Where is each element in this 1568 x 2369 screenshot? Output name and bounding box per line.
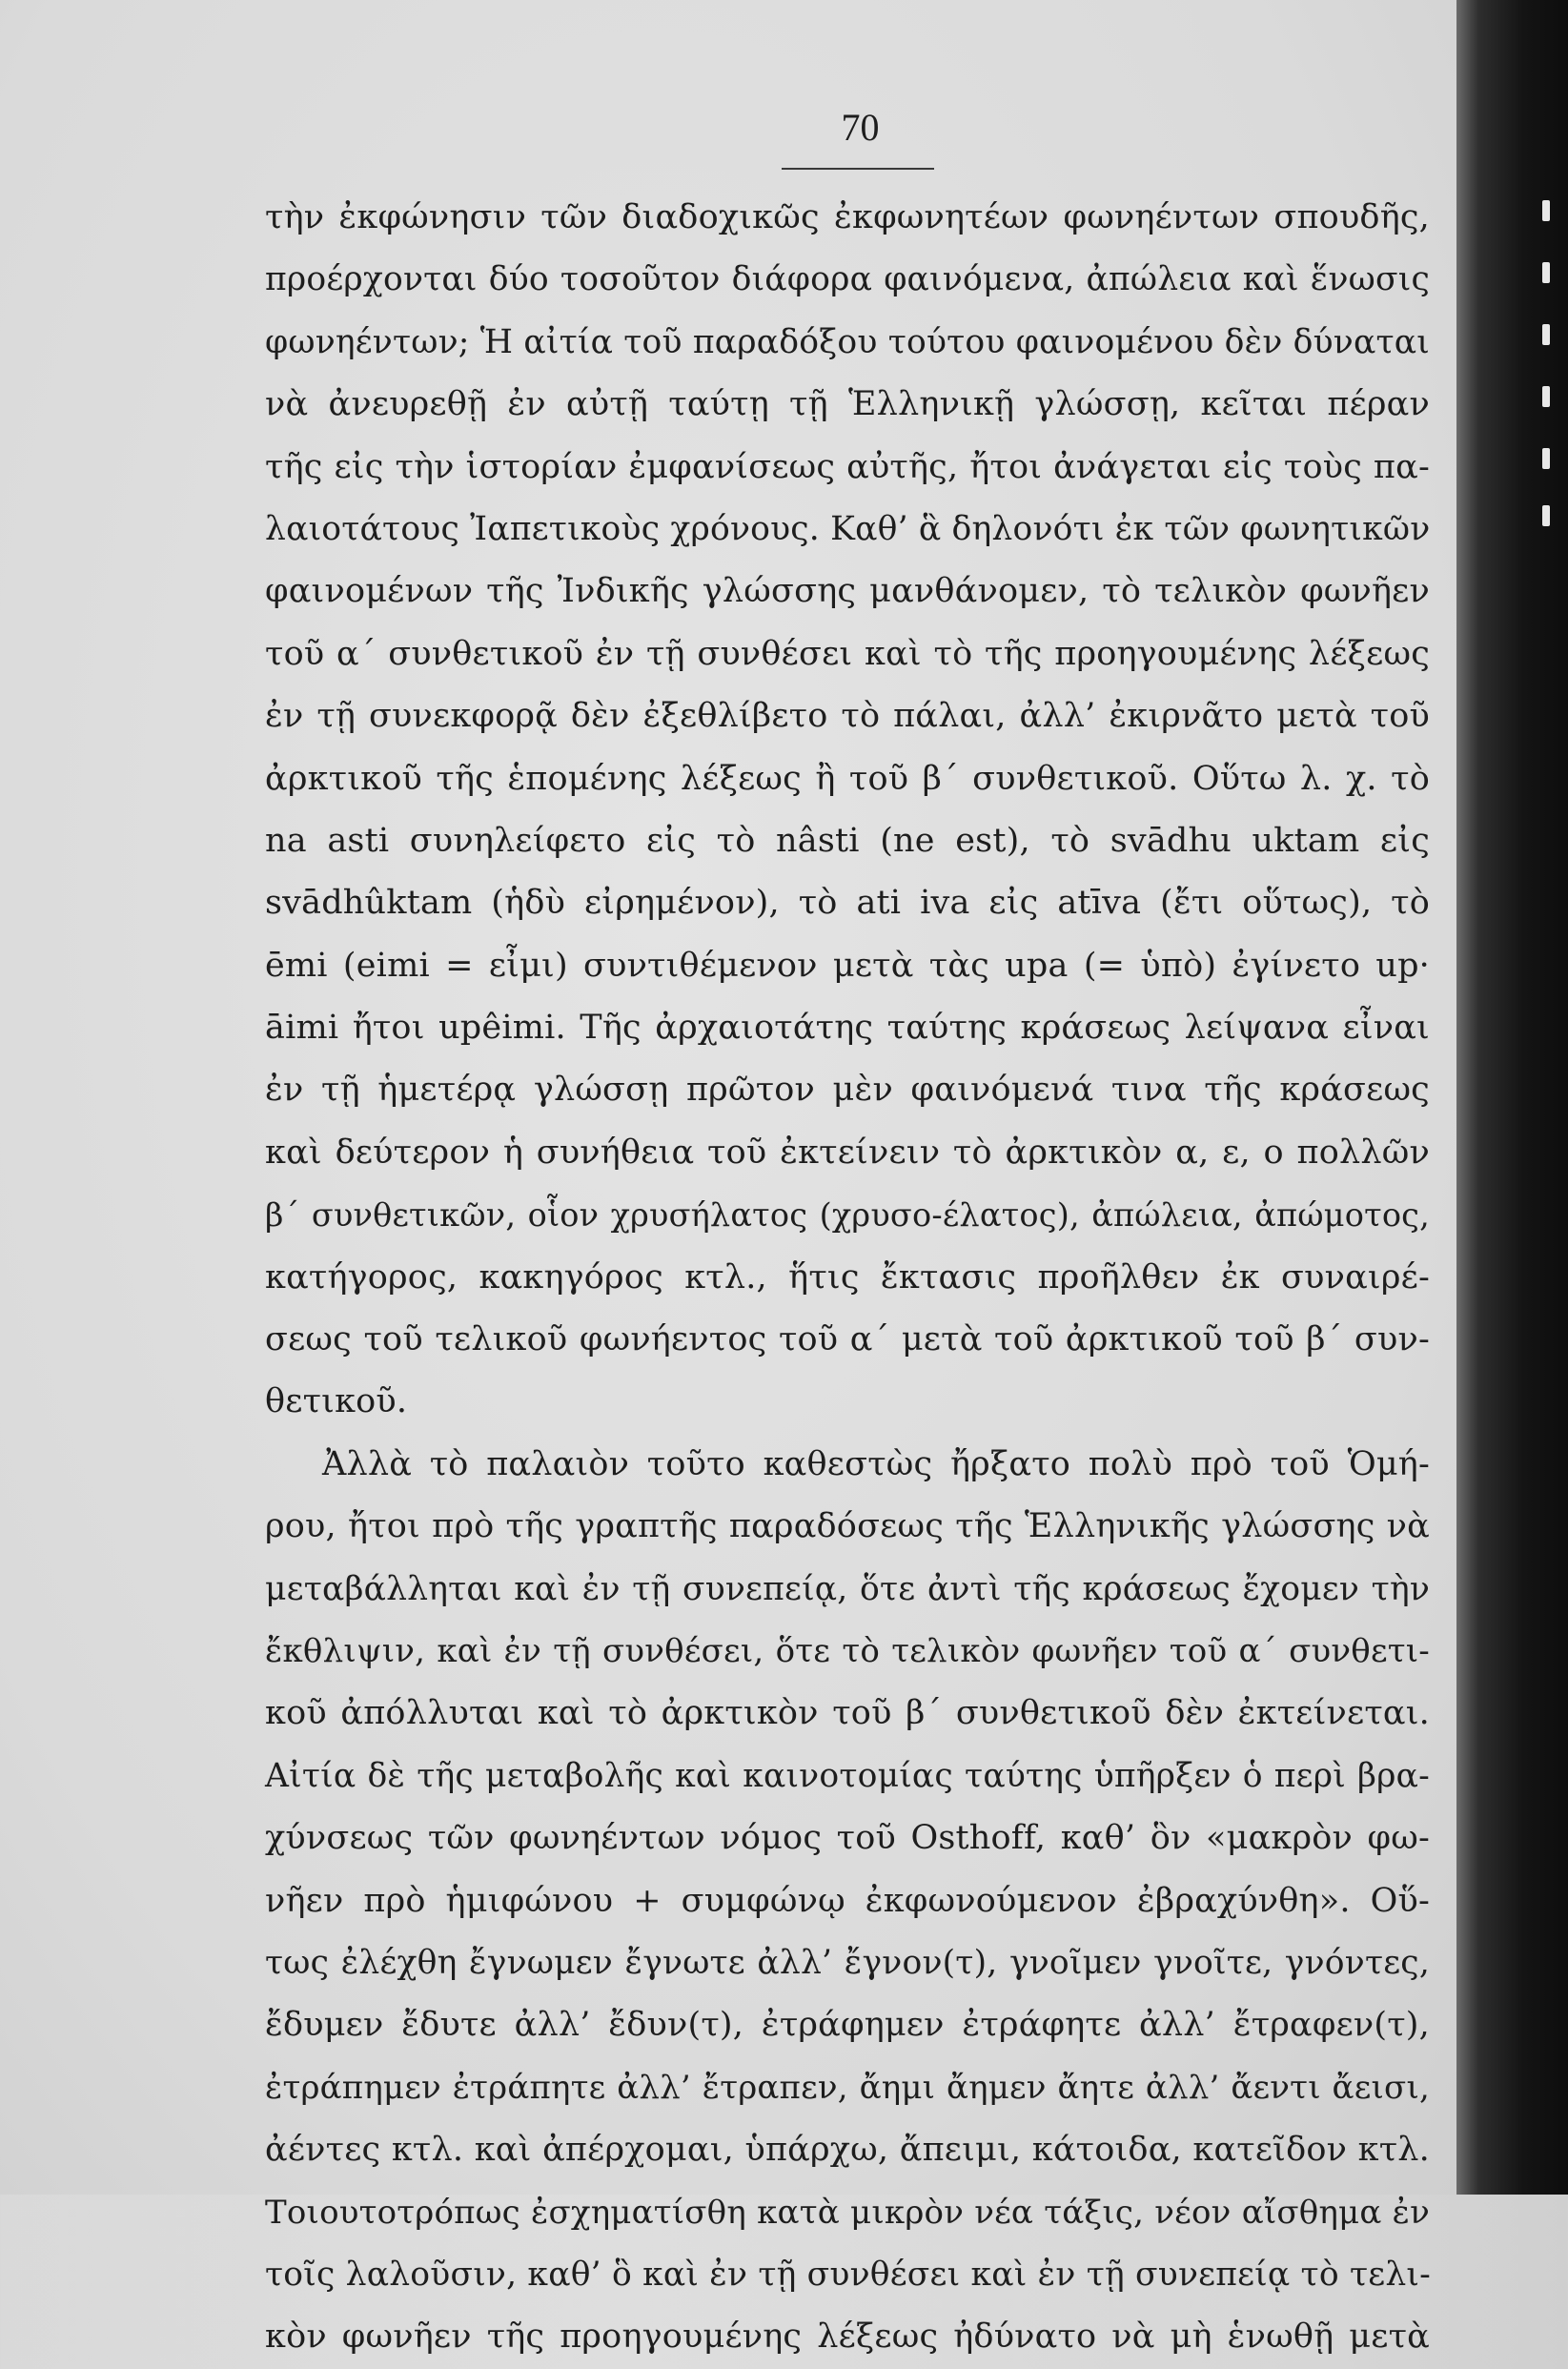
text-line: β΄ συνθετικῶν, οἷον χρυσήλατος (χρυσο-έλατος), ἀπώλεια, ἀπώμοτος, [265, 1196, 1430, 1235]
text-line: āimi ἤτοι upêimi. Τῆς ἀρχαιοτάτης ταύτης κράσεως λείψανα εἶναι [265, 1009, 1430, 1048]
text-line: svādhûktam (ἡδὺ εἰρημένον), τὸ ati iva εἰς atīva (ἔτι οὕτως), τὸ [265, 884, 1430, 923]
text-line: σεως τοῦ τελικοῦ φωνήεντος τοῦ α΄ μετὰ τοῦ ἀρκτικοῦ τοῦ β΄ συν- [265, 1320, 1430, 1359]
spine-mark [1542, 448, 1550, 469]
text-line: ēmi (eimi = εἶμι) συντιθέμενον μετὰ τὰς upa (= ὑπὸ) ἐγίνετο up· [265, 946, 1430, 985]
book-spine [1456, 0, 1568, 2195]
header-rule [782, 168, 934, 170]
text-line: κὸν φωνῆεν τῆς προηγουμένης λέξεως ἠδύνατο νὰ μὴ ἑνωθῇ μετὰ [265, 2318, 1430, 2357]
text-line: ἀρκτικοῦ τῆς ἑπομένης λέξεως ἢ τοῦ β΄ συνθετικοῦ. Οὕτω λ. χ. τὸ [265, 759, 1430, 798]
text-line: ἐτράπημεν ἐτράπητε ἀλλ’ ἔτραπεν, ἄημι ἄημεν ἄητε ἀλλ’ ἄεντι ἄεισι, [265, 2068, 1430, 2107]
text-line: τοῦ α΄ συνθετικοῦ ἐν τῇ συνθέσει καὶ τὸ τῆς προηγουμένης λέξεως [265, 634, 1430, 673]
text-line: νῆεν πρὸ ἡμιφώνου + συμφώνῳ ἐκφωνούμενον ἐβραχύνθη». Οὕ- [265, 1881, 1430, 1920]
text-line: ἐν τῇ ἡμετέρᾳ γλώσσῃ πρῶτον μὲν φαινόμενά τινα τῆς κράσεως [265, 1071, 1430, 1110]
text-line: προέρχονται δύο τοσοῦτον διάφορα φαινόμενα, ἀπώλεια καὶ ἕνωσις [265, 260, 1430, 299]
text-line: κοῦ ἀπόλλυται καὶ τὸ ἀρκτικὸν τοῦ β΄ συνθετικοῦ δὲν ἐκτείνεται. [265, 1694, 1430, 1733]
text-line: ἔδυμεν ἔδυτε ἀλλ’ ἔδυν(τ), ἐτράφημεν ἐτράφητε ἀλλ’ ἔτραφεν(τ), [265, 2006, 1430, 2045]
text-line: θετικοῦ. [265, 1382, 408, 1421]
paragraph-start-line: Ἀλλὰ τὸ παλαιὸν τοῦτο καθεστὼς ἤρξατο πολὺ πρὸ τοῦ Ὁμή- [322, 1444, 1430, 1483]
text-line: τοῖς λαλοῦσιν, καθ’ ὃ καὶ ἐν τῇ συνθέσει καὶ ἐν τῇ συνεπείᾳ τὸ τελι- [265, 2255, 1431, 2294]
page-number: 70 [841, 106, 880, 149]
text-line: φωνηέντων; Ἡ αἰτία τοῦ παραδόξου τούτου φαινομένου δὲν δύναται [265, 322, 1430, 361]
text-line: ἔκθλιψιν, καὶ ἐν τῇ συνθέσει, ὅτε τὸ τελικὸν φωνῆεν τοῦ α΄ συνθετι- [265, 1631, 1430, 1670]
text-line: λαιοτάτους Ἰαπετικοὺς χρόνους. Καθ’ ἃ δηλονότι ἐκ τῶν φωνητικῶν [265, 509, 1431, 548]
spine-mark [1542, 505, 1550, 526]
body-text [265, 187, 1430, 2369]
text-line: ἐν τῇ συνεκφορᾷ δὲν ἐξεθλίβετο τὸ πάλαι, ἀλλ’ ἐκιρνᾶτο μετὰ τοῦ [265, 697, 1430, 736]
text-line: καὶ δεύτερον ἡ συνήθεια τοῦ ἐκτείνειν τὸ ἀρκτικὸν α, ε, ο πολλῶν [265, 1133, 1430, 1172]
text-line: Τοιουτοτρόπως ἐσχηματίσθη κατὰ μικρὸν νέα τάξις, νέον αἴσθημα ἐν [265, 2193, 1430, 2232]
text-line: Αἰτία δὲ τῆς μεταβολῆς καὶ καινοτομίας ταύτης ὑπῆρξεν ὁ περὶ βρα- [265, 1756, 1430, 1795]
text-line: τως ἐλέχθη ἔγνωμεν ἔγνωτε ἀλλ’ ἔγνον(τ), γνοῖμεν γνοῖτε, γνόντες, [265, 1943, 1430, 1982]
spine-mark [1542, 200, 1550, 221]
spine-mark [1542, 386, 1550, 407]
text-line: φαινομένων τῆς Ἰνδικῆς γλώσσης μανθάνομεν, τὸ τελικὸν φωνῆεν [265, 572, 1430, 611]
text-line: ἀέντες κτλ. καὶ ἀπέρχομαι, ὑπάρχω, ἄπειμι, κάτοιδα, κατεῖδον κτλ. [265, 2131, 1430, 2170]
text-line: τὴν ἐκφώνησιν τῶν διαδοχικῶς ἐκφωνητέων φωνηέντων σπουδῆς, [265, 198, 1430, 236]
text-line: κατήγορος, κακηγόρος κτλ., ἥτις ἔκτασις προῆλθεν ἐκ συναιρέ- [265, 1257, 1430, 1297]
text-line: τῆς εἰς τὴν ἱστορίαν ἐμφανίσεως αὐτῆς, ἤτοι ἀνάγεται εἰς τοὺς πα- [265, 447, 1430, 486]
text-line: ρου, ἤτοι πρὸ τῆς γραπτῆς παραδόσεως τῆς Ἑλληνικῆς γλώσσης νὰ [265, 1507, 1430, 1546]
spine-mark [1542, 324, 1550, 345]
text-line: νὰ ἀνευρεθῇ ἐν αὐτῇ ταύτῃ τῇ Ἑλληνικῇ γλώσσῃ, κεῖται πέραν [265, 385, 1430, 424]
spine-mark [1542, 262, 1550, 283]
text-line: χύνσεως τῶν φωνηέντων νόμος τοῦ Osthoff, καθ’ ὃν «μακρὸν φω- [265, 1819, 1430, 1858]
text-line: μεταβάλληται καὶ ἐν τῇ συνεπείᾳ, ὅτε ἀντὶ τῆς κράσεως ἔχομεν τὴν [265, 1569, 1430, 1608]
text-line: na asti συνηλείφετο εἰς τὸ nâsti (ne est), τὸ svādhu uktam εἰς [265, 821, 1430, 860]
